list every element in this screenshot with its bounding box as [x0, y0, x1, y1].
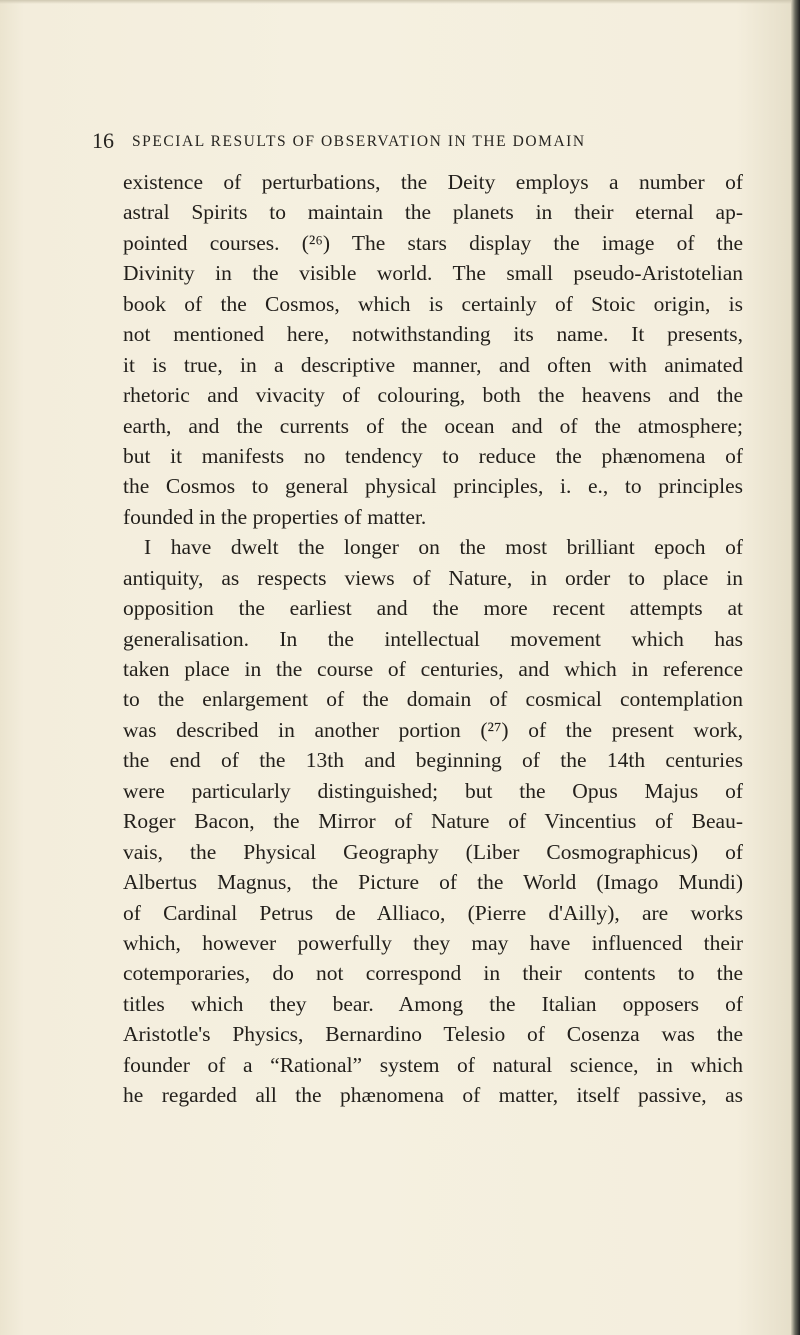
paragraph-first-line: I have dwelt the longer on the most brilliant epoch of — [144, 535, 743, 560]
page-right-edge-shadow — [791, 0, 800, 1335]
running-head — [92, 128, 732, 158]
text-line: antiquity, as respects views of Nature, in order to place in — [123, 565, 743, 590]
text-line: taken place in the course of centuries, and which in reference — [123, 657, 743, 681]
text-line: cotemporaries, do not correspond in their contents to the — [123, 961, 743, 986]
text-line: the end of the 13th and beginning of the 14th centuries — [123, 748, 743, 773]
text-line: but it manifests no tendency to reduce the phænomena of — [123, 443, 743, 468]
text-line: titles which they bear. Among the Italian opposers of — [123, 991, 743, 1016]
text-line: Aristotle's Physics, Bernardino Telesio of Cosenza was the — [123, 1022, 743, 1047]
text-line: Divinity in the visible world. The small pseudo-Aristotelian — [123, 261, 743, 286]
text-line: book of the Cosmos, which is certainly of Stoic origin, is — [123, 291, 743, 316]
text-line: opposition the earliest and the more recent attempts at — [123, 596, 743, 621]
text-line: vais, the Physical Geography (Liber Cosmographicus) of — [123, 839, 743, 864]
text-line: he regarded all the phænomena of matter, itself passive, as — [123, 1083, 743, 1108]
text-line: which, however powerfully they may have influenced their — [123, 930, 743, 955]
text-line: pointed courses. (²⁶) The stars display the image of the — [123, 230, 743, 255]
text-line: to the enlargement of the domain of cosmical contemplation — [123, 687, 743, 712]
page-top-edge — [0, 0, 800, 4]
text-line: was described in another portion (²⁷) of the present work, — [123, 717, 743, 742]
text-line: of Cardinal Petrus de Alliaco, (Pierre d'Ailly), are works — [123, 900, 743, 925]
text-line: generalisation. In the intellectual movement which has — [123, 626, 743, 651]
text-line: it is true, in a descriptive manner, and often with animated — [123, 352, 743, 377]
text-line: existence of perturbations, the Deity employs a number of — [123, 170, 743, 194]
body-text — [123, 167, 743, 1111]
text-line: were particularly distinguished; but the Opus Majus of — [123, 778, 743, 803]
page-number: 16 — [92, 128, 114, 153]
text-line: Roger Bacon, the Mirror of Nature of Vincentius of Beau- — [123, 809, 743, 834]
text-line: earth, and the currents of the ocean and of the atmosphere; — [123, 413, 743, 438]
text-line: rhetoric and vivacity of colouring, both the heavens and the — [123, 383, 743, 408]
paragraph-end-line: founded in the properties of matter. — [123, 504, 427, 529]
text-line: astral Spirits to maintain the planets in their eternal ap- — [123, 200, 743, 225]
text-line: the Cosmos to general physical principles, i. e., to principles — [123, 474, 743, 499]
running-title: SPECIAL RESULTS OF OBSERVATION IN THE DOMAIN — [132, 133, 586, 150]
text-line: founder of a “Rational” system of natural science, in which — [123, 1052, 743, 1077]
text-line: Albertus Magnus, the Picture of the World (Imago Mundi) — [123, 870, 743, 895]
text-line: not mentioned here, notwithstanding its name. It presents, — [123, 322, 743, 347]
